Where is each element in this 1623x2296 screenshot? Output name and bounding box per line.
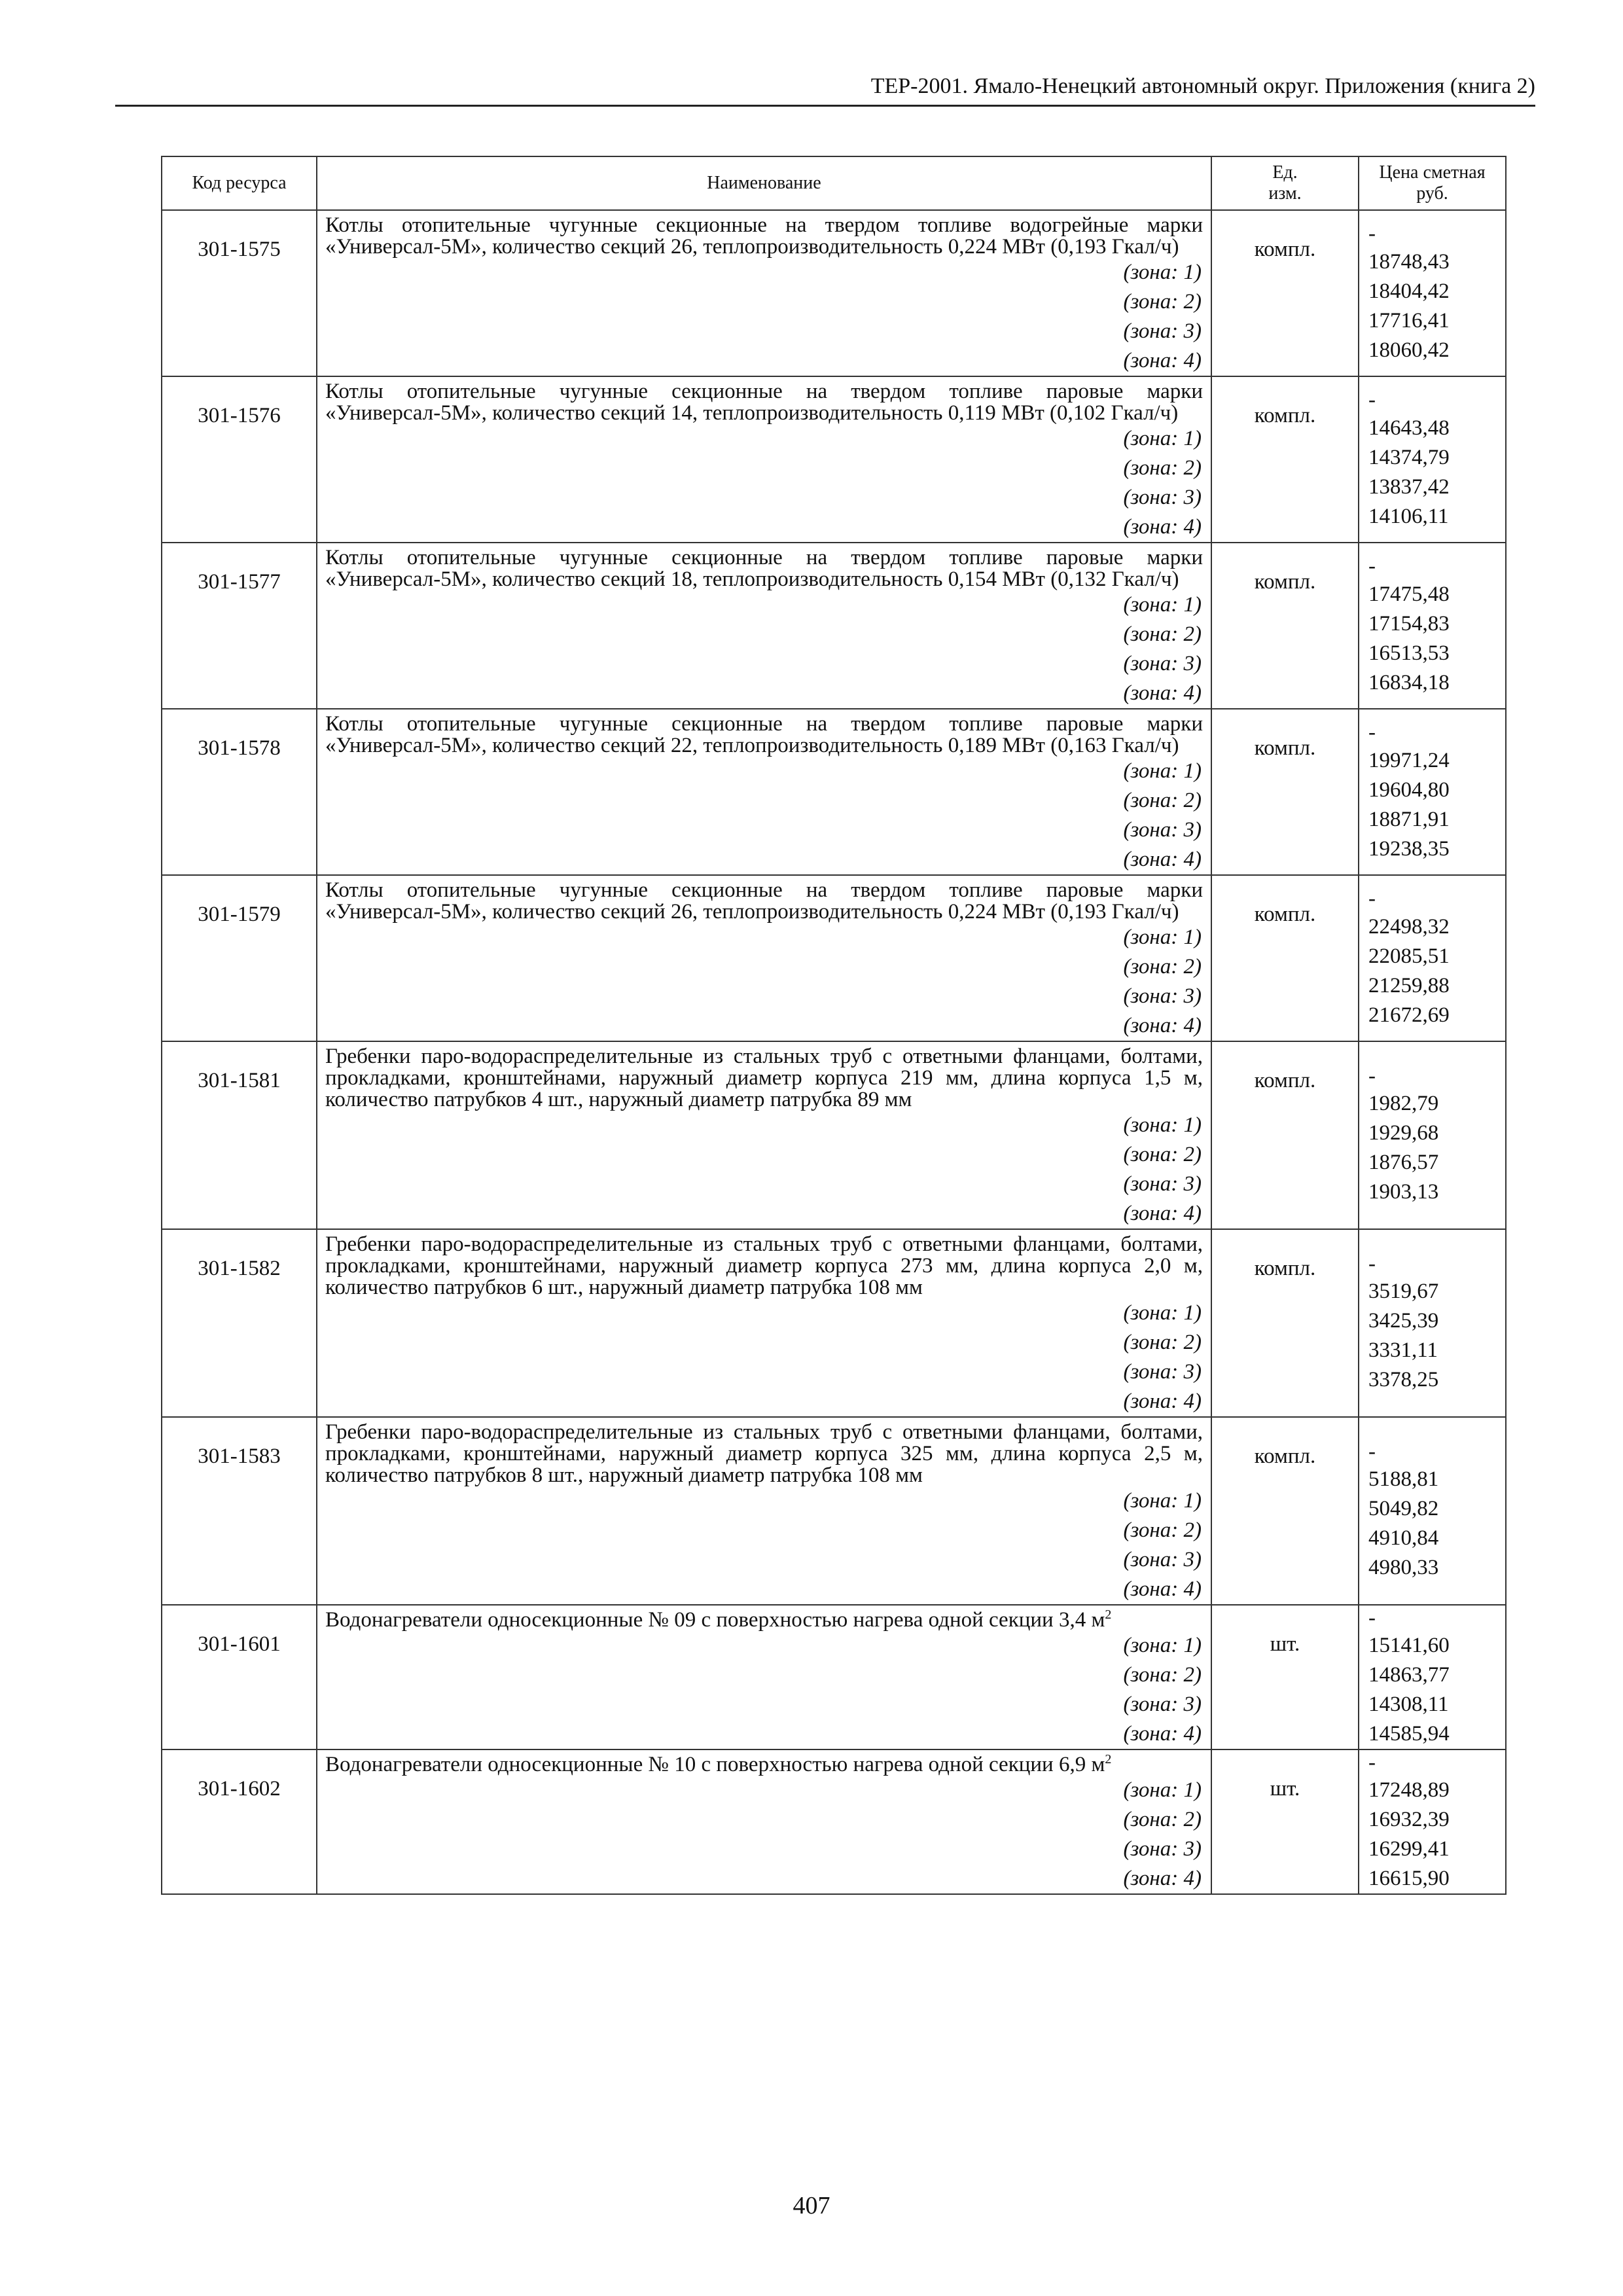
running-header-title: ТЕР-2001. Ямало-Ненецкий автономный округ. Приложения (книга 2) — [870, 74, 1535, 98]
zone-label: (зона: 1) — [1123, 1634, 1202, 1657]
price-cell — [1359, 1229, 1506, 1417]
unit-of-measure: компл. — [1211, 376, 1359, 543]
table-row — [162, 543, 1506, 709]
resource-name-text: Гребенки паро-водораспределительные из стальных труб с ответными фланцами, болтами, прокладками, кронштейнами, наружный диаметр корпуса 325 мм, длина корпуса 2,5 м, количество патрубков 8 шт., наружный диаметр патрубка 108 мм — [325, 1420, 1203, 1487]
zone-price: 15141,60 — [1368, 1634, 1450, 1657]
base-price: - — [1368, 1252, 1376, 1276]
price-cell — [1359, 1749, 1506, 1894]
resource-code: 301-1581 — [162, 1041, 317, 1229]
price-cell — [1359, 875, 1506, 1041]
zone-price: 19238,35 — [1368, 837, 1450, 861]
zone-label: (зона: 1) — [1123, 593, 1202, 617]
zone-label: (зона: 4) — [1123, 1014, 1202, 1037]
price-cell — [1359, 376, 1506, 543]
zone-price: 14106,11 — [1368, 505, 1449, 528]
base-price: - — [1368, 721, 1376, 744]
zone-label: (зона: 4) — [1123, 848, 1202, 871]
price-cell — [1359, 210, 1506, 376]
resource-name-cell — [317, 376, 1211, 543]
zone-price: 13837,42 — [1368, 475, 1450, 499]
resource-name-cell — [317, 1229, 1211, 1417]
zone-price: 16834,18 — [1368, 671, 1450, 694]
table-row — [162, 709, 1506, 875]
resource-name — [317, 876, 1211, 923]
table-row — [162, 1605, 1506, 1749]
zone-price: 21259,88 — [1368, 974, 1450, 997]
base-price: - — [1368, 388, 1376, 412]
table-row — [162, 376, 1506, 543]
zone-label: (зона: 3) — [1123, 984, 1202, 1008]
resource-code: 301-1575 — [162, 210, 317, 376]
zone-price: 18748,43 — [1368, 250, 1450, 274]
resource-name — [317, 1042, 1211, 1111]
unit-of-measure: компл. — [1211, 210, 1359, 376]
table-row — [162, 1229, 1506, 1417]
table-row — [162, 210, 1506, 376]
zone-label: (зона: 1) — [1123, 925, 1202, 949]
zone-label: (зона: 4) — [1123, 1867, 1202, 1890]
zone-label: (зона: 2) — [1123, 1518, 1202, 1542]
table-row — [162, 1749, 1506, 1894]
zone-price: 16299,41 — [1368, 1837, 1450, 1861]
resource-code: 301-1582 — [162, 1229, 317, 1417]
resource-code: 301-1578 — [162, 709, 317, 875]
base-price: - — [1368, 1440, 1376, 1463]
zone-label: (зона: 3) — [1123, 1837, 1202, 1861]
resource-name — [317, 1418, 1211, 1486]
zone-price: 17154,83 — [1368, 612, 1450, 636]
zone-label: (зона: 4) — [1123, 1390, 1202, 1413]
price-cell — [1359, 1417, 1506, 1605]
table-header-row — [162, 156, 1506, 210]
resource-name-text: Котлы отопительные чугунные секционные на твердом топливе паровые марки «Универсал-5М», количество секций 14, теплопроизводительность 0,119 МВт (0,102 Гкал/ч) — [325, 380, 1203, 425]
zone-price: 17248,89 — [1368, 1778, 1450, 1802]
zone-price: 14585,94 — [1368, 1722, 1450, 1746]
price-cell — [1359, 543, 1506, 709]
resource-name-cell — [317, 210, 1211, 376]
zone-label: (зона: 2) — [1123, 1143, 1202, 1166]
unit-of-measure: компл. — [1211, 1229, 1359, 1417]
resource-name-text: Водонагреватели односекционные № 09 с поверхностью нагрева одной секции 3,4 м — [325, 1608, 1105, 1632]
zone-price: 19971,24 — [1368, 749, 1450, 772]
zone-label: (зона: 3) — [1123, 1172, 1202, 1196]
zone-price: 19604,80 — [1368, 778, 1450, 802]
zone-price: 1876,57 — [1368, 1151, 1439, 1174]
zone-label: (зона: 1) — [1123, 1113, 1202, 1137]
zone-price: 3331,11 — [1368, 1338, 1438, 1362]
zone-label: (зона: 3) — [1123, 1360, 1202, 1384]
zone-price: 18871,91 — [1368, 808, 1450, 831]
resource-name-text: Гребенки паро-водораспределительные из стальных труб с ответными фланцами, болтами, прокладками, кронштейнами, наружный диаметр корпуса 219 мм, длина корпуса 1,5 м, количество патрубков 4 шт., наружный диаметр патрубка 89 мм — [325, 1045, 1203, 1111]
zone-label: (зона: 4) — [1123, 681, 1202, 705]
resource-name-cell — [317, 875, 1211, 1041]
zone-label: (зона: 4) — [1123, 515, 1202, 539]
zone-label: (зона: 2) — [1123, 290, 1202, 314]
resource-name-cell — [317, 1605, 1211, 1749]
resource-name-text: Водонагреватели односекционные № 10 с поверхностью нагрева одной секции 6,9 м — [325, 1753, 1105, 1776]
zone-label: (зона: 1) — [1123, 260, 1202, 284]
resource-code: 301-1601 — [162, 1605, 317, 1749]
resource-code: 301-1577 — [162, 543, 317, 709]
zone-label: (зона: 1) — [1123, 1489, 1202, 1513]
zone-price: 14643,48 — [1368, 416, 1450, 440]
zone-label: (зона: 1) — [1123, 1301, 1202, 1325]
base-price: - — [1368, 554, 1376, 578]
table-row — [162, 875, 1506, 1041]
zone-label: (зона: 1) — [1123, 1778, 1202, 1802]
resource-name-cell — [317, 1417, 1211, 1605]
zone-price: 14374,79 — [1368, 446, 1450, 469]
zone-label: (зона: 3) — [1123, 319, 1202, 343]
base-price: - — [1368, 1751, 1376, 1774]
zone-price: 5049,82 — [1368, 1497, 1439, 1520]
zone-price: 16932,39 — [1368, 1808, 1450, 1831]
resource-name-cell — [317, 1041, 1211, 1229]
zone-label: (зона: 1) — [1123, 427, 1202, 450]
table-row — [162, 1417, 1506, 1605]
resource-name — [317, 1230, 1211, 1299]
zone-price: 22085,51 — [1368, 944, 1450, 968]
zone-price: 4980,33 — [1368, 1556, 1439, 1579]
resource-name-cell — [317, 543, 1211, 709]
zone-label: (зона: 3) — [1123, 652, 1202, 675]
page-number: 407 — [793, 2192, 830, 2219]
resource-name — [317, 543, 1211, 590]
resource-price-table — [161, 156, 1507, 1895]
column-header-price: Цена сметная руб. — [1359, 156, 1506, 210]
unit-of-measure: компл. — [1211, 709, 1359, 875]
resource-name-cell — [317, 709, 1211, 875]
base-price: - — [1368, 222, 1376, 245]
unit-of-measure: компл. — [1211, 875, 1359, 1041]
column-header-name: Наименование — [317, 156, 1211, 210]
zone-label: (зона: 3) — [1123, 1548, 1202, 1571]
zone-price: 3519,67 — [1368, 1280, 1439, 1303]
zone-price: 18060,42 — [1368, 338, 1450, 362]
zone-price: 1929,68 — [1368, 1121, 1439, 1145]
resource-name-text: Котлы отопительные чугунные секционные на твердом топливе паровые марки «Универсал-5М», количество секций 26, теплопроизводительность 0,224 МВт (0,193 Гкал/ч) — [325, 878, 1203, 924]
resource-name-text: Котлы отопительные чугунные секционные на твердом топливе паровые марки «Универсал-5М», количество секций 22, теплопроизводительность 0,189 МВт (0,163 Гкал/ч) — [325, 712, 1203, 757]
zone-price: 1903,13 — [1368, 1180, 1439, 1204]
resource-name — [317, 377, 1211, 424]
zone-label: (зона: 3) — [1123, 486, 1202, 509]
resource-name — [317, 1750, 1211, 1776]
base-price: - — [1368, 887, 1376, 910]
zone-price: 3425,39 — [1368, 1309, 1439, 1333]
zone-label: (зона: 2) — [1123, 622, 1202, 646]
zone-price: 17475,48 — [1368, 583, 1450, 606]
column-header-code: Код ресурса — [162, 156, 317, 210]
resource-name-cell — [317, 1749, 1211, 1894]
zone-price: 22498,32 — [1368, 915, 1450, 939]
price-cell — [1359, 709, 1506, 875]
unit-superscript: 2 — [1105, 1607, 1112, 1622]
unit-of-measure: компл. — [1211, 1417, 1359, 1605]
unit-of-measure: шт. — [1211, 1749, 1359, 1894]
zone-label: (зона: 2) — [1123, 789, 1202, 812]
zone-label: (зона: 4) — [1123, 1722, 1202, 1746]
column-header-unit: Ед. изм. — [1211, 156, 1359, 210]
zone-label: (зона: 2) — [1123, 1663, 1202, 1687]
zone-label: (зона: 2) — [1123, 456, 1202, 480]
zone-price: 16615,90 — [1368, 1867, 1450, 1890]
resource-name — [317, 211, 1211, 258]
zone-price: 17716,41 — [1368, 309, 1450, 332]
price-cell — [1359, 1041, 1506, 1229]
unit-of-measure: компл. — [1211, 543, 1359, 709]
unit-of-measure: шт. — [1211, 1605, 1359, 1749]
unit-superscript: 2 — [1105, 1752, 1112, 1767]
zone-label: (зона: 4) — [1123, 349, 1202, 372]
running-header — [115, 71, 1535, 107]
zone-price: 5188,81 — [1368, 1467, 1439, 1491]
resource-name-text: Гребенки паро-водораспределительные из стальных труб с ответными фланцами, болтами, прокладками, кронштейнами, наружный диаметр корпуса 273 мм, длина корпуса 2,0 м, количество патрубков 6 шт., наружный диаметр патрубка 108 мм — [325, 1232, 1203, 1299]
zone-price: 14863,77 — [1368, 1663, 1450, 1687]
table-row — [162, 1041, 1506, 1229]
zone-label: (зона: 3) — [1123, 1693, 1202, 1716]
base-price: - — [1368, 1606, 1376, 1630]
base-price: - — [1368, 1064, 1376, 1088]
resource-name — [317, 1605, 1211, 1631]
zone-label: (зона: 2) — [1123, 955, 1202, 978]
zone-label: (зона: 4) — [1123, 1202, 1202, 1225]
resource-code: 301-1602 — [162, 1749, 317, 1894]
table-body — [162, 210, 1506, 1894]
resource-name-text: Котлы отопительные чугунные секционные на твердом топливе водогрейные марки «Универсал-5М», количество секций 26, теплопроизводительность 0,224 МВт (0,193 Гкал/ч) — [325, 213, 1203, 259]
zone-label: (зона: 2) — [1123, 1331, 1202, 1354]
zone-price: 14308,11 — [1368, 1693, 1449, 1716]
zone-price: 1982,79 — [1368, 1092, 1439, 1115]
zone-label: (зона: 1) — [1123, 759, 1202, 783]
resource-name-text: Котлы отопительные чугунные секционные на твердом топливе паровые марки «Универсал-5М», количество секций 18, теплопроизводительность 0,154 МВт (0,132 Гкал/ч) — [325, 546, 1203, 591]
price-cell — [1359, 1605, 1506, 1749]
zone-price: 4910,84 — [1368, 1526, 1439, 1550]
zone-label: (зона: 3) — [1123, 818, 1202, 842]
unit-of-measure: компл. — [1211, 1041, 1359, 1229]
resource-code: 301-1579 — [162, 875, 317, 1041]
zone-label: (зона: 2) — [1123, 1808, 1202, 1831]
zone-price: 3378,25 — [1368, 1368, 1439, 1391]
zone-price: 16513,53 — [1368, 641, 1450, 665]
zone-price: 18404,42 — [1368, 279, 1450, 303]
resource-code: 301-1576 — [162, 376, 317, 543]
zone-label: (зона: 4) — [1123, 1577, 1202, 1601]
resource-name — [317, 709, 1211, 757]
resource-code: 301-1583 — [162, 1417, 317, 1605]
zone-price: 21672,69 — [1368, 1003, 1450, 1027]
